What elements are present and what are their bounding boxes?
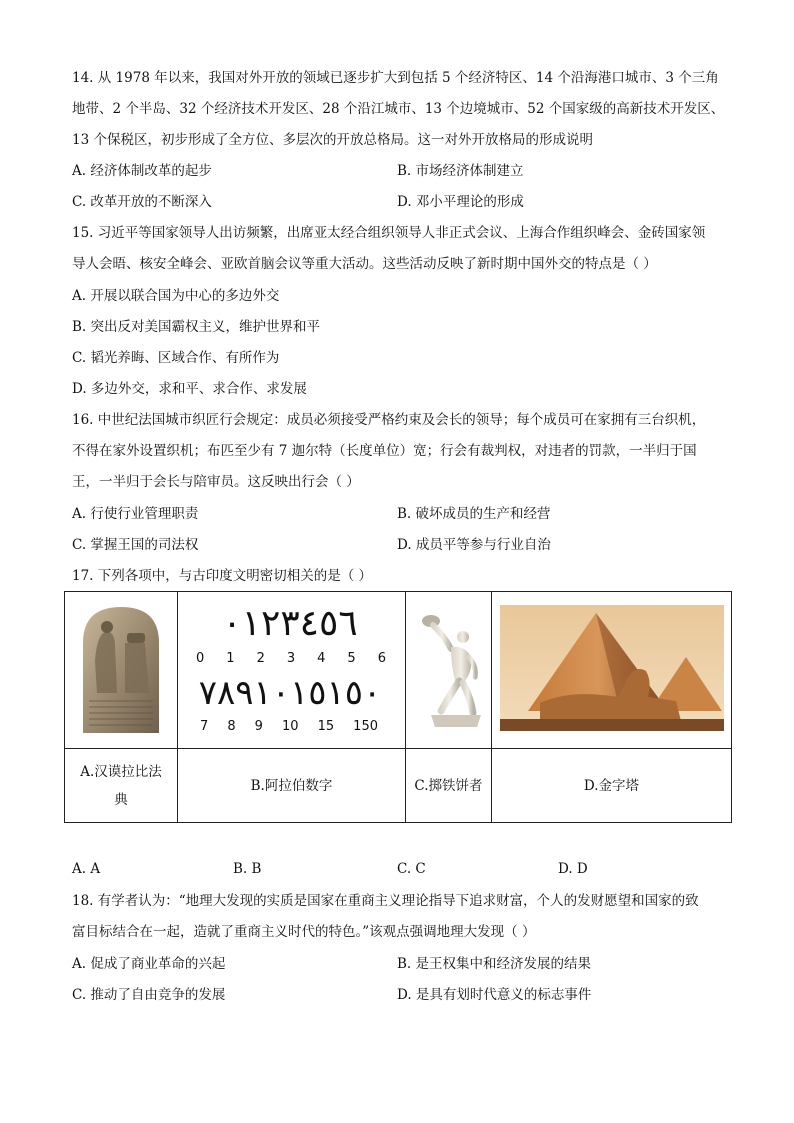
q16-option-a[interactable]: A. 行使行业管理职责 — [72, 506, 199, 522]
q17-caption-a-line1: A.汉谟拉比法 — [80, 763, 162, 780]
q18-option-a[interactable]: A. 促成了商业革命的兴起 — [72, 956, 226, 972]
digit-label: 2 — [256, 651, 265, 666]
q17-caption-c: C.掷铁饼者 — [406, 749, 492, 823]
q16-option-d[interactable]: D. 成员平等参与行业自治 — [397, 537, 551, 553]
eastern-arabic-digits-top: ٠١٢٣٤٥٦ — [222, 603, 358, 644]
digit-label: 8 — [227, 719, 236, 734]
q17-caption-a-line2: 典 — [114, 791, 128, 808]
digit-label: 9 — [254, 719, 263, 734]
q14-option-d[interactable]: D. 邓小平理论的形成 — [397, 194, 524, 210]
digit-label: 3 — [286, 651, 296, 666]
digit-label: 7 — [200, 719, 209, 734]
q17-image-table — [64, 591, 732, 823]
discobolus-statue-image — [411, 603, 487, 733]
q15-option-b[interactable]: B. 突出反对美国霸权主义，维护世界和平 — [72, 319, 321, 335]
q14-stem-line1: 14. 从 1978 年以来，我国对外开放的领域已逐步扩大到包括 5 个经济特区、14 个沿海港口城市、3 个三角 — [72, 70, 719, 86]
western-digits-top-row — [196, 651, 386, 666]
q17-image-cell-a — [65, 592, 178, 749]
q15-option-a[interactable]: A. 开展以联合国为中心的多边外交 — [72, 288, 280, 304]
q17-image-cell-d — [492, 592, 732, 749]
q17-caption-b: B.阿拉伯数字 — [178, 749, 406, 823]
q18-option-b[interactable]: B. 是王权集中和经济发展的结果 — [397, 956, 592, 972]
q15-option-c[interactable]: C. 韬光养晦、区域合作、有所作为 — [72, 350, 280, 366]
q16-option-c[interactable]: C. 掌握王国的司法权 — [72, 537, 199, 553]
digit-label: 6 — [377, 651, 386, 666]
q15-stem-line1: 15. 习近平等国家领导人出访频繁，出席亚太经合组织领导人非正式会议、上海合作组织峰会、金砖国家领 — [72, 225, 706, 241]
digit-label: 5 — [347, 651, 356, 666]
q18-stem-line2: 富目标结合在一起，造就了重商主义时代的特色。”该观点强调地理大发现（ ） — [72, 924, 536, 940]
q17-option-c[interactable]: C. C — [397, 861, 426, 877]
q17-image-cell-b — [178, 592, 406, 749]
q14-stem-line3: 13 个保税区，初步形成了全方位、多层次的开放总格局。这一对外开放格局的形成说明 — [72, 132, 593, 148]
digit-label: 4 — [317, 651, 326, 666]
q17-image-cell-c — [406, 592, 492, 749]
q14-option-c[interactable]: C. 改革开放的不断深入 — [72, 194, 212, 210]
eastern-arabic-digits-bottom: ٧٨٩١٠١٥١٥٠ — [198, 673, 382, 713]
arabic-numerals-image — [178, 595, 405, 745]
pyramid-sphinx-image — [500, 605, 724, 731]
q16-stem-line1: 16. 中世纪法国城市织匠行会规定：成员必须接受严格约束及会长的领导；每个成员可在家拥有三台织机， — [72, 412, 706, 428]
q17-option-d[interactable]: D. D — [558, 861, 588, 877]
q17-option-b[interactable]: B. B — [233, 861, 262, 877]
q16-stem-line3: 王，一半归于会长与陪审员。这反映出行会（ ） — [72, 474, 360, 490]
digit-label: 150 — [353, 719, 378, 734]
q14-stem-line2: 地带、2 个半岛、32 个经济技术开发区、28 个沿江城市、13 个边境城市、52 个国家级的高新技术开发区、 — [72, 101, 725, 117]
q18-option-c[interactable]: C. 推动了自由竞争的发展 — [72, 987, 226, 1003]
digit-label: 0 — [196, 651, 205, 666]
q16-stem-line2: 不得在家外设置织机；布匹至少有 7 迦尔特（长度单位）宽；行会有裁判权，对违者的罚款，一半归于国 — [72, 443, 697, 459]
western-digits-bottom-row — [200, 719, 378, 734]
digit-label: 15 — [317, 719, 335, 734]
q14-option-a[interactable]: A. 经济体制改革的起步 — [72, 163, 212, 179]
q17-caption-a — [65, 749, 178, 823]
q18-stem-line1: 18. 有学者认为：“地理大发现的实质是国家在重商主义理论指导下追求财富，个人的发财愿望和国家的致 — [72, 893, 699, 909]
q16-option-b[interactable]: B. 破坏成员的生产和经营 — [397, 506, 551, 522]
q17-caption-d: D.金字塔 — [492, 749, 732, 823]
hammurabi-stele-image — [75, 603, 167, 733]
q14-option-b[interactable]: B. 市场经济体制建立 — [397, 163, 524, 179]
q17-stem: 17. 下列各项中，与古印度文明密切相关的是（ ） — [72, 568, 373, 584]
q18-option-d[interactable]: D. 是具有划时代意义的标志事件 — [397, 987, 592, 1003]
q15-stem-line2: 导人会晤、核安全峰会、亚欧首脑会议等重大活动。这些活动反映了新时期中国外交的特点是（ ） — [72, 256, 657, 272]
q17-option-a[interactable]: A. A — [72, 861, 101, 877]
digit-label: 1 — [226, 651, 235, 666]
q15-option-d[interactable]: D. 多边外交，求和平、求合作、求发展 — [72, 381, 307, 397]
digit-label: 10 — [281, 719, 299, 734]
